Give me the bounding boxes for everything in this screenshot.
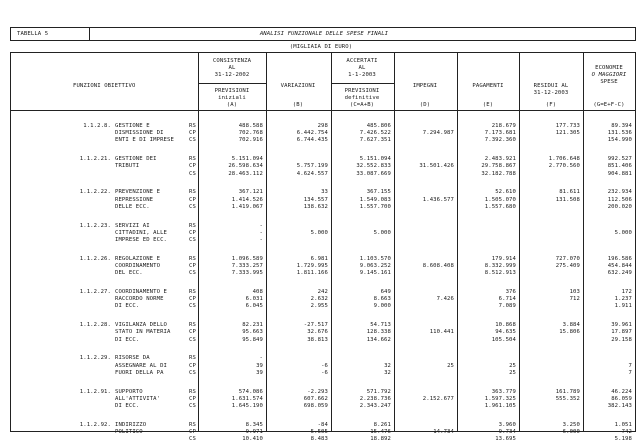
- value-e: 9.734: [498, 428, 516, 435]
- value-b: 298: [317, 123, 328, 129]
- value-g: 1.911: [614, 303, 632, 310]
- value-c: 649: [380, 289, 391, 295]
- value-e: 363.779: [491, 388, 516, 395]
- value-b: 6.981: [310, 255, 328, 262]
- value-c: 5.000: [373, 229, 391, 236]
- col-header-consistenza-al: AL: [228, 65, 236, 71]
- row-type: CS: [189, 303, 196, 310]
- function-name: RACCORDO NORME: [115, 296, 164, 303]
- table-row: [11, 256, 635, 280]
- table-row: [11, 189, 635, 213]
- value-g: 7: [628, 369, 632, 376]
- function-code: 1.1.2.91.: [79, 388, 111, 395]
- col-header-accertati: ACCERTATI: [346, 58, 378, 64]
- col-header-spese: SPESE: [600, 79, 618, 85]
- value-e: 1.961.105: [484, 402, 516, 409]
- value-g: 46.224: [611, 388, 632, 395]
- row-type: CP: [189, 428, 196, 435]
- value-c: 1.557.700: [359, 203, 391, 210]
- function-name: DEL ECC.: [115, 270, 143, 277]
- value-f: 81.611: [559, 189, 580, 196]
- col-code-g: (G=E+F-C): [593, 102, 625, 108]
- value-e: 29.758.867: [481, 163, 516, 170]
- value-e: 94.635: [495, 329, 516, 336]
- value-a: 1.631.574: [231, 395, 263, 402]
- value-a: 6.031: [245, 296, 263, 303]
- function-name: SUPPORTO: [115, 388, 143, 395]
- row-type: RS: [189, 322, 196, 329]
- value-b: 1.729.995: [296, 262, 328, 269]
- table-row: [11, 355, 635, 379]
- value-b: 2.955: [310, 303, 328, 310]
- value-g: 904.881: [607, 170, 632, 177]
- value-a: 408: [252, 289, 263, 295]
- value-c: 367.155: [366, 189, 391, 196]
- value-c: 134.662: [366, 336, 391, 343]
- value-f: 727.070: [555, 255, 580, 262]
- function-name: IMPRESE ED ECC.: [115, 236, 168, 243]
- value-b: 8.483: [310, 436, 328, 443]
- value-f: 121.305: [555, 130, 580, 137]
- value-f: 3.884: [562, 322, 580, 329]
- value-a: 7.333.995: [231, 270, 263, 277]
- value-d: 110.441: [429, 329, 454, 336]
- value-c: 2.343.247: [359, 402, 391, 409]
- row-type: CS: [189, 436, 196, 443]
- value-e: 376: [505, 289, 516, 295]
- col-header-accertati-date: 1-1-2003: [348, 72, 376, 78]
- row-type: RS: [189, 123, 196, 129]
- value-b: 607.662: [303, 395, 328, 402]
- value-f: 131.508: [555, 196, 580, 203]
- function-code: 1.1.2.28.: [79, 322, 111, 329]
- value-b: 1.811.166: [296, 270, 328, 277]
- value-a: 5.151.094: [231, 156, 263, 163]
- function-name: SERVIZI AI: [115, 222, 150, 229]
- value-e: 7.089: [498, 303, 516, 310]
- value-c: 15.476: [370, 428, 391, 435]
- value-e: 32.182.788: [481, 170, 516, 177]
- value-a: 9.971: [245, 428, 263, 435]
- value-f: 555.352: [555, 395, 580, 402]
- function-name: ENTI E DI IMPRESE: [115, 137, 174, 144]
- row-type: RS: [189, 255, 196, 262]
- value-e: 218.679: [491, 123, 516, 129]
- value-g: 5.000: [614, 229, 632, 236]
- table-title: ANALISI FUNZIONALE DELLE SPESE FINALI: [259, 31, 389, 37]
- function-name: DI ECC.: [115, 402, 140, 409]
- value-g: 86.059: [611, 395, 632, 402]
- function-name: GESTIONE DEI: [115, 156, 157, 163]
- function-name: REGOLAZIONE E: [115, 255, 161, 262]
- row-type: CS: [189, 336, 196, 343]
- units-caption: (MIGLIAIA DI EURO): [289, 44, 353, 50]
- col-header-previsioni: PREVISIONI: [214, 88, 250, 94]
- value-a: 28.463.112: [228, 170, 263, 177]
- col-header-pagamenti: PAGAMENTI: [472, 83, 504, 89]
- row-type: CP: [189, 163, 196, 170]
- value-c: 33.087.669: [356, 170, 391, 177]
- value-e: 2.483.921: [484, 156, 516, 163]
- value-g: 89.394: [611, 123, 632, 129]
- value-b: 2.632: [310, 296, 328, 303]
- col-header-iniziali: iniziali: [218, 95, 246, 101]
- function-name: VIGILANZA DELLO: [115, 322, 168, 329]
- value-c: 32: [384, 369, 391, 376]
- col-code-a: (A): [226, 102, 238, 108]
- col-code-f: (F): [545, 102, 557, 108]
- value-e: 1.557.680: [484, 203, 516, 210]
- function-name: STATO IN MATERIA: [115, 329, 171, 336]
- value-f: 2.770.560: [548, 163, 580, 170]
- value-g: 200.020: [607, 203, 632, 210]
- value-g: 1.051: [614, 421, 632, 428]
- value-c: 9.063.252: [359, 262, 391, 269]
- value-a: 6.045: [245, 303, 263, 310]
- value-c: 32: [384, 362, 391, 369]
- value-g: 232.934: [607, 189, 632, 196]
- col-header-consistenza-date: 31-12-2002: [214, 72, 250, 78]
- spese-table: [10, 52, 636, 443]
- table-row: [11, 422, 635, 446]
- value-c: 485.806: [366, 123, 391, 129]
- row-type: CS: [189, 137, 196, 144]
- function-name: COORDINAMENTO E: [115, 289, 168, 295]
- value-b: 6.744.435: [296, 137, 328, 144]
- value-f: 712: [569, 296, 580, 303]
- value-d: 7.294.987: [422, 130, 454, 137]
- value-e: 3.960: [498, 421, 516, 428]
- row-type: CS: [189, 170, 196, 177]
- value-d: 1.436.577: [422, 196, 454, 203]
- col-header-consistenza: CONSISTENZA: [212, 58, 252, 64]
- value-b: 134.557: [303, 196, 328, 203]
- row-type: RS: [189, 388, 196, 395]
- value-e: 13.695: [495, 436, 516, 443]
- table-header-box: [10, 27, 636, 41]
- col-header-residui-date: 31-12-2003: [533, 90, 569, 96]
- value-e: 7.392.360: [484, 137, 516, 144]
- row-type: CP: [189, 229, 196, 236]
- value-a: 7.333.257: [231, 262, 263, 269]
- value-g: 7: [628, 362, 632, 369]
- value-b: 698.059: [303, 402, 328, 409]
- row-type: RS: [189, 222, 196, 229]
- value-g: 17.897: [611, 329, 632, 336]
- value-d: 14.734: [433, 428, 454, 435]
- value-b: -84: [317, 421, 328, 428]
- value-c: 1.549.083: [359, 196, 391, 203]
- row-type: CP: [189, 362, 196, 369]
- value-b: -6: [321, 362, 328, 369]
- row-type: CP: [189, 130, 196, 137]
- value-f: 1.706.648: [548, 156, 580, 163]
- value-e: 6.714: [498, 296, 516, 303]
- value-a: 367.121: [238, 189, 263, 196]
- value-b: -2.293: [307, 388, 328, 395]
- function-name: COORDINAMENTO: [115, 262, 161, 269]
- table-row: [11, 322, 635, 346]
- value-a: 574.086: [238, 388, 263, 395]
- value-c: 8.261: [373, 421, 391, 428]
- value-b: -27.517: [303, 322, 328, 329]
- value-e: 25: [509, 369, 516, 376]
- value-b: 33: [321, 189, 328, 196]
- row-type: CS: [189, 270, 196, 277]
- value-g: 112.506: [607, 196, 632, 203]
- col-header-residui: RESIDUI AL: [533, 83, 569, 89]
- row-type: CP: [189, 196, 196, 203]
- col-header-funzioni: FUNZIONI OBIETTIVO: [73, 83, 136, 89]
- value-b: 38.813: [307, 336, 328, 343]
- value-a: 702.916: [238, 137, 263, 144]
- value-b: 5.000: [310, 229, 328, 236]
- value-d: 25: [447, 362, 454, 369]
- value-a: 1.414.526: [231, 196, 263, 203]
- function-name: TRIBUTI: [115, 163, 140, 170]
- value-b: 138.632: [303, 203, 328, 210]
- col-code-d: (D): [419, 102, 431, 108]
- value-c: 7.426.522: [359, 130, 391, 137]
- value-a: 488.588: [238, 123, 263, 129]
- value-d: 31.501.426: [419, 163, 454, 170]
- function-name: DI ECC.: [115, 336, 140, 343]
- row-type: CP: [189, 262, 196, 269]
- value-b: 6.442.754: [296, 130, 328, 137]
- value-e: 7.173.681: [484, 130, 516, 137]
- value-d: 8.608.408: [422, 262, 454, 269]
- value-a: 26.598.634: [228, 163, 263, 170]
- value-f: 15.806: [559, 329, 580, 336]
- function-name: GESTIONE E: [115, 123, 150, 129]
- value-b: 5.505: [310, 428, 328, 435]
- value-f: 275.409: [555, 262, 580, 269]
- function-code: 1.1.2.29.: [79, 355, 111, 362]
- value-a: 95.849: [242, 336, 263, 343]
- function-name: PREVENZIONE E: [115, 189, 161, 196]
- function-name: POLITICO: [115, 428, 143, 435]
- table-row: [11, 156, 635, 180]
- row-type: CS: [189, 369, 196, 376]
- sub-rule: [331, 83, 394, 84]
- tabella-label: TABELLA 5: [17, 31, 49, 37]
- value-b: 32.676: [307, 329, 328, 336]
- function-name: DELLE ECC.: [115, 203, 150, 210]
- value-a: -: [259, 229, 263, 236]
- function-name: DISMISSIONE DI: [115, 130, 164, 137]
- col-code-e: (E): [482, 102, 494, 108]
- value-g: 1.237: [614, 296, 632, 303]
- col-header-impegni: IMPEGNI: [412, 83, 438, 89]
- value-e: 105.504: [491, 336, 516, 343]
- row-type: CS: [189, 203, 196, 210]
- value-e: 1.597.325: [484, 395, 516, 402]
- value-c: 571.792: [366, 388, 391, 395]
- value-a: -: [259, 355, 263, 362]
- row-type: CP: [189, 395, 196, 402]
- value-d: 7.426: [436, 296, 454, 303]
- value-f: 161.789: [555, 388, 580, 395]
- value-f: 3.250: [562, 421, 580, 428]
- function-name: FUORI DELLA PA: [115, 369, 164, 376]
- value-a: 39: [256, 362, 263, 369]
- value-c: 18.892: [370, 436, 391, 443]
- value-f: 6.000: [562, 428, 580, 435]
- value-g: 29.158: [611, 336, 632, 343]
- value-d: 2.152.677: [422, 395, 454, 402]
- value-e: 10.868: [495, 322, 516, 329]
- value-b: 5.757.199: [296, 163, 328, 170]
- value-g: 454.844: [607, 262, 632, 269]
- sub-rule: [198, 83, 266, 84]
- value-a: 8.345: [245, 421, 263, 428]
- value-c: 2.238.736: [359, 395, 391, 402]
- row-type: CS: [189, 236, 196, 243]
- function-code: 1.1.2.22.: [79, 189, 111, 196]
- value-f: 103: [569, 289, 580, 295]
- value-c: 7.627.351: [359, 137, 391, 144]
- value-e: 25: [509, 362, 516, 369]
- row-type: CP: [189, 296, 196, 303]
- value-g: 382.143: [607, 402, 632, 409]
- row-type: RS: [189, 355, 196, 362]
- value-e: 179.914: [491, 255, 516, 262]
- value-c: 128.338: [366, 329, 391, 336]
- col-header-economie: ECONOMIE: [595, 65, 623, 71]
- function-code: 1.1.2.92.: [79, 421, 111, 428]
- function-code: 1.1.2.23.: [79, 222, 111, 229]
- value-g: 742: [621, 428, 632, 435]
- value-b: -6: [321, 369, 328, 376]
- value-a: 39: [256, 369, 263, 376]
- function-name: INDIRIZZO: [115, 421, 147, 428]
- header-rule: [11, 110, 635, 111]
- function-code: 1.1.2.26.: [79, 255, 111, 262]
- header-divider: [89, 28, 90, 40]
- table-row: [11, 289, 635, 313]
- value-g: 851.406: [607, 163, 632, 170]
- table-row: [11, 123, 635, 147]
- value-g: 131.536: [607, 130, 632, 137]
- col-header-variazioni: VARIAZIONI: [280, 83, 316, 89]
- value-a: 1.419.067: [231, 203, 263, 210]
- function-name: ALL'ATTIVITA': [115, 395, 161, 402]
- function-name: DI ECC.: [115, 303, 140, 310]
- row-type: RS: [189, 156, 196, 163]
- col-header-accertati-al: AL: [358, 65, 366, 71]
- value-a: 82.231: [242, 322, 263, 329]
- value-a: 702.768: [238, 130, 263, 137]
- value-b: 4.624.557: [296, 170, 328, 177]
- value-g: 172: [621, 289, 632, 295]
- value-c: 32.552.833: [356, 163, 391, 170]
- value-g: 39.961: [611, 322, 632, 329]
- value-c: 1.103.570: [359, 255, 391, 262]
- function-name: CITTADINI, ALLE: [115, 229, 168, 236]
- value-g: 632.249: [607, 270, 632, 277]
- row-type: CS: [189, 402, 196, 409]
- row-type: CP: [189, 329, 196, 336]
- value-c: 9.145.161: [359, 270, 391, 277]
- table-row: [11, 223, 635, 247]
- col-header-previsioni-def: PREVISIONI: [344, 88, 380, 94]
- value-a: 1.096.589: [231, 255, 263, 262]
- value-a: -: [259, 222, 263, 229]
- function-code: 1.1.2.27.: [79, 289, 111, 295]
- value-g: 196.586: [607, 255, 632, 262]
- value-g: 5.198: [614, 436, 632, 443]
- value-a: 10.410: [242, 436, 263, 443]
- row-type: RS: [189, 421, 196, 428]
- col-header-definitive: definitive: [344, 95, 380, 101]
- value-a: 1.645.190: [231, 402, 263, 409]
- function-name: RISORSE DA: [115, 355, 150, 362]
- table-row: [11, 389, 635, 413]
- value-c: 9.000: [373, 303, 391, 310]
- col-header-maggiori: O MAGGIORI: [591, 72, 627, 78]
- function-name: REPRESSIONE: [115, 196, 154, 203]
- value-c: 5.151.094: [359, 156, 391, 163]
- col-code-b: (B): [292, 102, 304, 108]
- value-e: 52.610: [495, 189, 516, 196]
- col-code-c: (C=A+B): [349, 102, 375, 108]
- value-f: 177.733: [555, 123, 580, 129]
- value-e: 1.505.070: [484, 196, 516, 203]
- value-b: 242: [317, 289, 328, 295]
- function-name: ASSEGNARE AL DI: [115, 362, 168, 369]
- value-a: -: [259, 236, 263, 243]
- row-type: RS: [189, 189, 196, 196]
- row-type: RS: [189, 289, 196, 295]
- value-a: 95.663: [242, 329, 263, 336]
- value-e: 8.512.913: [484, 270, 516, 277]
- function-code: 1.1.2.21.: [79, 156, 111, 163]
- value-c: 8.663: [373, 296, 391, 303]
- value-c: 54.713: [370, 322, 391, 329]
- value-e: 8.332.999: [484, 262, 516, 269]
- function-code: 1.1.2.8.: [83, 123, 111, 129]
- value-g: 992.527: [607, 156, 632, 163]
- value-g: 154.990: [607, 137, 632, 144]
